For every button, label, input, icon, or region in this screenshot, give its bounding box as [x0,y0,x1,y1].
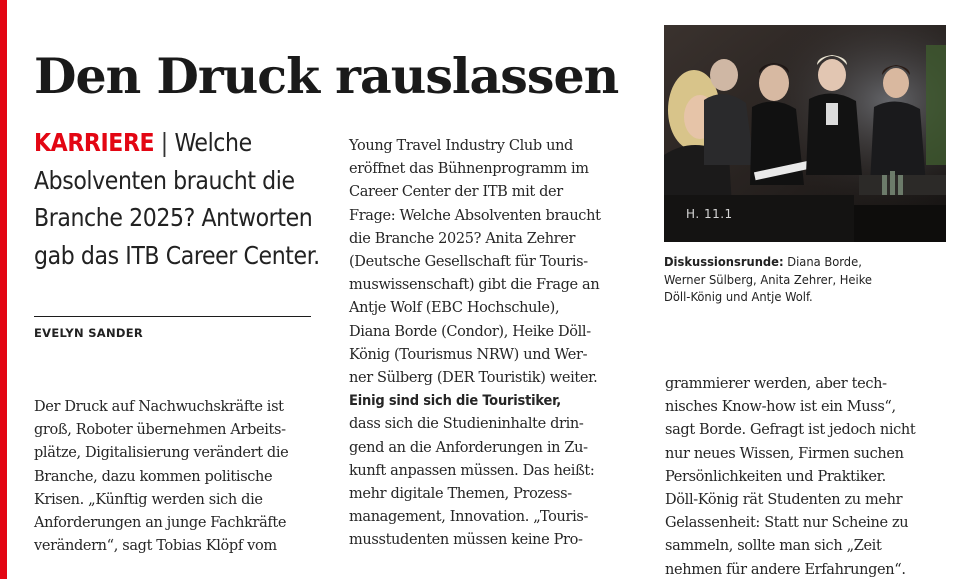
caption-line: Döll-König und Antje Wolf. [664,290,813,305]
body-line: verändern“, sagt Tobias Klöpf vom [34,538,277,555]
text-column-1 [34,396,324,558]
body-line: Career Center der ITB mit der [349,184,563,201]
body-line: groß, Roboter übernehmen Arbeits- [34,422,286,439]
caption-lead: Diskussionsrunde: [664,255,784,270]
caption-text: Diana Borde, [787,255,862,270]
panel-discussion-photo [664,25,946,242]
body-line: eröffnet das Bühnenprogramm im [349,161,589,178]
body-line: kunft anpassen müssen. Das heißt: [349,462,595,479]
body-line: Krisen. „Künftig werden sich die [34,491,263,508]
body-line: dass sich die Studieninhalte drin- [349,416,584,433]
body-line: Branche, dazu kommen politische [34,468,273,485]
author-byline: EVELYN SANDER [34,326,144,340]
text-column-2 [349,135,629,553]
body-line: Antje Wolf (EBC Hochschule), [349,300,560,317]
section-kicker: KARRIERE [34,128,155,157]
body-line: sagt Borde. Gefragt ist jedoch nicht [665,422,916,439]
body-line: König (Tourismus NRW) und Wer- [349,346,588,363]
body-line: Döll-König rät Studenten zu mehr [665,492,903,509]
body-line: mehr digitale Themen, Prozess- [349,486,572,503]
caption-line: Werner Sülberg, Anita Zehrer, Heike [664,272,873,288]
body-line: muswissenschaft) gibt die Frage an [349,277,600,294]
body-line: gend an die Anforderungen in Zu- [349,439,588,456]
body-line: Young Travel Industry Club und [349,138,573,154]
body-line: nisches Know-how ist ein Muss“, [665,399,896,416]
author-divider [34,316,311,317]
body-line: die Branche 2025? Anita Zehrer [349,230,576,247]
body-line: management, Innovation. „Touris- [349,509,588,526]
article-teaser [34,124,324,274]
body-line: sammeln, sollte man sich „Zeit [665,538,882,555]
body-line: plätze, Digitalisierung verändert die [34,445,289,462]
body-line: Anforderungen an junge Fachkräfte [34,515,287,532]
body-line: Frage: Welche Absolventen braucht [349,207,601,224]
caption-line [664,254,949,272]
body-line: (Deutsche Gesellschaft für Touris- [349,254,588,271]
body-line: Der Druck auf Nachwuchskräfte ist [34,399,284,415]
body-line: nehmen für andere Erfahrungen“. [665,561,906,578]
photo-credit-label: H. 11.1 [686,207,733,221]
body-line: Gelassenheit: Statt nur Scheine zu [665,515,909,532]
teaser-text: Welche Absolventen braucht die Branche 2025? Antworten gab das ITB Career Center. [34,128,320,270]
body-line: musstudenten müssen keine Pro- [349,532,583,549]
body-line: nur neues Wissen, Firmen suchen [665,445,904,462]
body-line: ner Sülberg (DER Touristik) weiter. [349,370,598,387]
kicker-separator: | [160,128,168,157]
body-line: Persönlichkeiten und Praktiker. [665,468,886,485]
body-line: Diana Borde (Condor), Heike Döll- [349,323,591,340]
body-line: grammierer werden, aber tech- [665,376,887,392]
page-edge-accent-bar [0,0,7,579]
article-headline: Den Druck rauslassen [34,47,619,105]
photo-caption [664,254,949,307]
subhead-lead-in: Einig sind sich die Touristiker, [349,393,561,410]
text-column-3 [665,373,950,582]
